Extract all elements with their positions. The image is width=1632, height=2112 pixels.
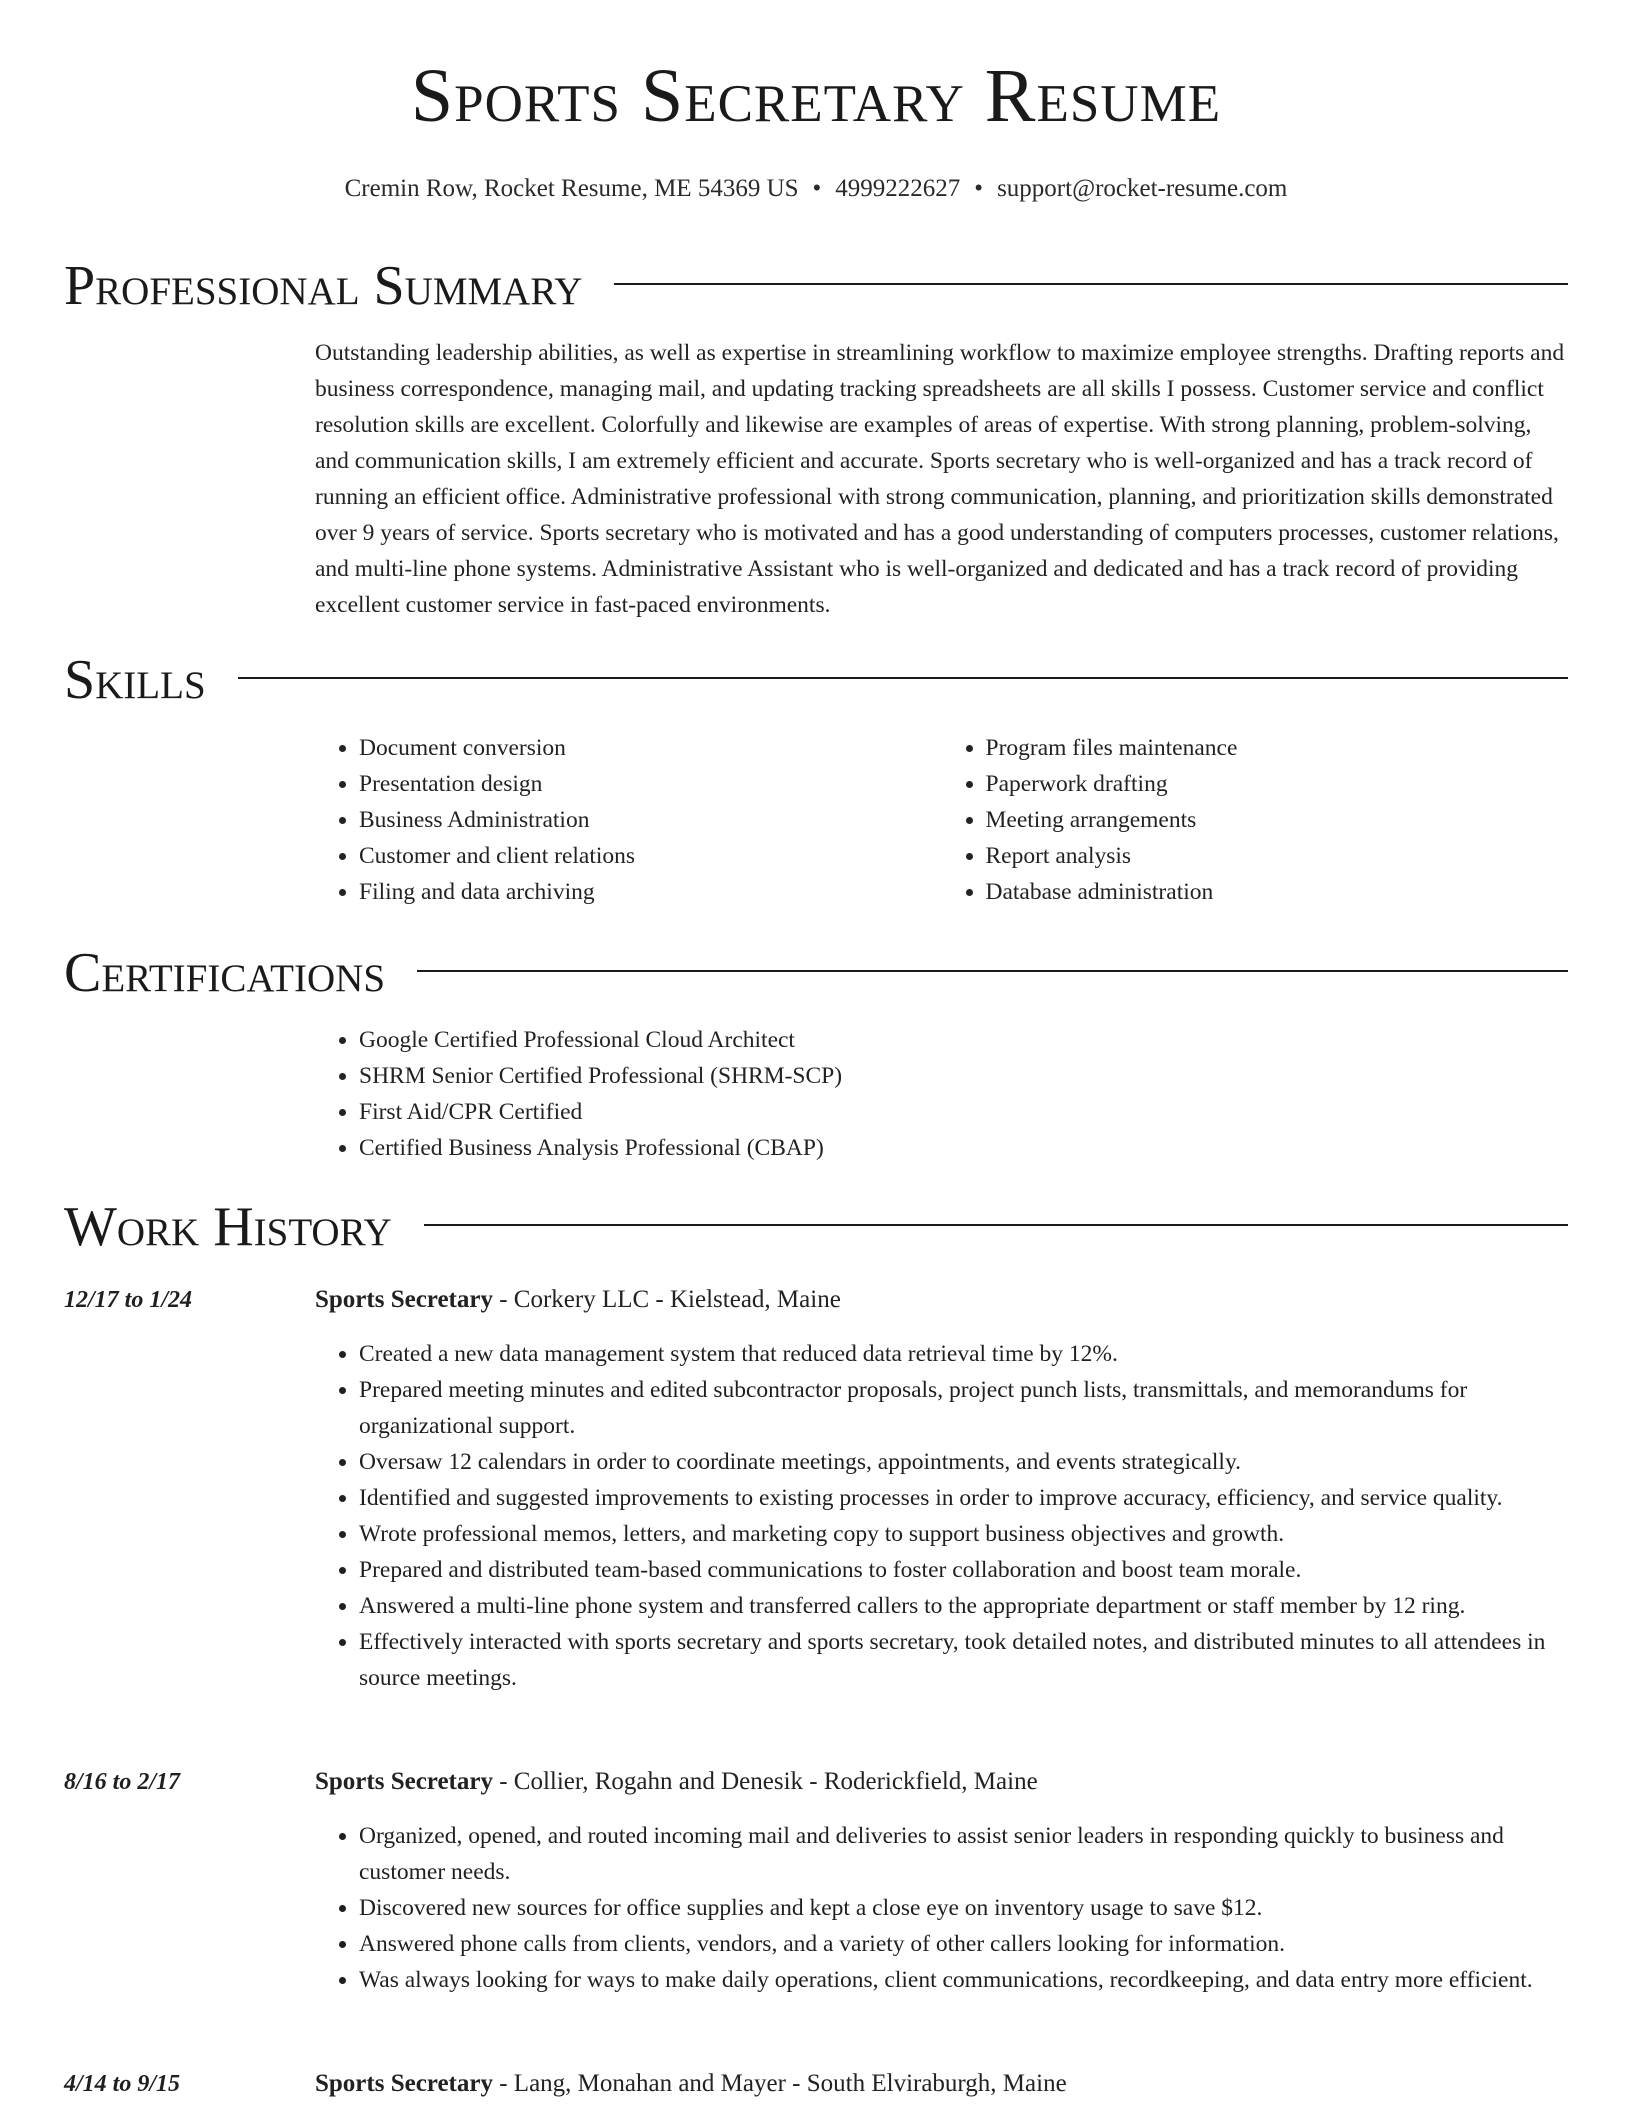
contact-address: Cremin Row, Rocket Resume, ME 54369 US [344, 175, 799, 202]
job-title: Sports Secretary [315, 1286, 493, 1313]
job-title-line [315, 2066, 1067, 2102]
job-bullet: • Wrote professional memos, letters, and marketing copy to support business objectives and growth. [359, 1516, 1568, 1552]
certifications-section-header [64, 942, 1568, 1004]
certification-item: • SHRM Senior Certified Professional (SHRM-SCP) [359, 1058, 1568, 1094]
skill-item: • Customer and client relations [359, 838, 942, 874]
job-responsibilities [315, 1818, 1568, 1998]
job-title: Sports Secretary [315, 1768, 493, 1795]
certifications-heading: Certifications [64, 942, 386, 1004]
job-bullet: • Answered a multi-line phone system and transferred callers to the appropriate department or staff member by 12 ring. [359, 1588, 1568, 1624]
skill-item: • Program files maintenance [986, 730, 1569, 766]
job-bullet: • Effectively interacted with sports secretary and sports secretary, took detailed notes, and distributed minutes to all attendees in source meetings. [359, 1624, 1568, 1696]
job-bullet: • Prepared meeting minutes and edited subcontractor proposals, project punch lists, transmittals, and memorandums for organizational support. [359, 1372, 1568, 1444]
contact-separator: • [974, 175, 984, 202]
skill-item: • Paperwork drafting [986, 766, 1569, 802]
job-bullet: • Answered phone calls from clients, vendors, and a variety of other callers looking for information. [359, 1926, 1568, 1962]
contact-phone: 4999222627 [835, 175, 961, 202]
skill-item: • Document conversion [359, 730, 942, 766]
job-dates: 8/16 to 2/17 [64, 1769, 181, 1795]
job-bullet: • Created a new data management system that reduced data retrieval time by 12%. [359, 1336, 1568, 1372]
skills-column-left [315, 730, 942, 910]
contact-email: support@rocket-resume.com [997, 175, 1288, 202]
job-bullet: • Identified and suggested improvements to existing processes in order to improve accuracy, efficiency, and service quality. [359, 1480, 1568, 1516]
certification-item: • First Aid/CPR Certified [359, 1094, 1568, 1130]
job-dates: 12/17 to 1/24 [64, 1287, 193, 1313]
summary-section-header [64, 255, 1568, 317]
work-history-heading: Work History [64, 1196, 392, 1258]
skill-item: • Presentation design [359, 766, 942, 802]
skills-column-right [942, 730, 1569, 910]
job-title-line [315, 1282, 841, 1318]
section-divider [424, 1224, 1568, 1226]
job-bullet: • Prepared and distributed team-based communications to foster collaboration and boost team morale. [359, 1552, 1568, 1588]
skill-item: • Report analysis [986, 838, 1569, 874]
certifications-list [315, 1022, 1568, 1166]
summary-text: Outstanding leadership abilities, as well as expertise in streamlining workflow to maximize employee strengths. Drafting reports and business correspondence, managing mail, and updating tracking spreadsheets are all skills I possess. Customer service and conflict resolution skills are excellent. Colorfully and likewise are examples of areas of expertise. With strong planning, problem-solving, and communication skills, I am extremely efficient and accurate. Sports secretary who is well-organized and has a track record of running an efficient office. Administrative professional with strong communication, planning, and prioritization skills demonstrated over 9 years of service. Sports secretary who is motivated and has a good understanding of computers processes, customer relations, and multi-line phone systems. Administrative Assistant who is well-organized and dedicated and has a track record of providing excellent customer service in fast-paced environments. [315, 340, 1565, 618]
section-divider [614, 283, 1568, 285]
skill-item: • Business Administration [359, 802, 942, 838]
job-title-line [315, 1764, 1038, 1800]
job-bullet: • Organized, opened, and routed incoming mail and deliveries to assist senior leaders in responding quickly to business and customer needs. [359, 1818, 1568, 1890]
section-divider [238, 677, 1568, 679]
job-bullet: • Oversaw 12 calendars in order to coordinate meetings, appointments, and events strategically. [359, 1444, 1568, 1480]
certification-item: • Certified Business Analysis Professional (CBAP) [359, 1130, 1568, 1166]
job-title: Sports Secretary [315, 2070, 493, 2097]
work-history-section-header [64, 1196, 1568, 1258]
job-employer: - Collier, Rogahn and Denesik - Roderickfield, Maine [492, 1768, 1038, 1795]
job-dates: 4/14 to 9/15 [64, 2071, 181, 2097]
certification-item: • Google Certified Professional Cloud Architect [359, 1022, 1568, 1058]
summary-block [315, 335, 1568, 623]
skill-item: • Filing and data archiving [359, 874, 942, 910]
contact-line [0, 176, 1632, 201]
section-divider [417, 970, 1568, 972]
summary-heading: Professional Summary [64, 255, 583, 317]
skill-item: • Meeting arrangements [986, 802, 1569, 838]
job-bullet: • Was always looking for ways to make daily operations, client communications, recordkeeping, and data entry more efficient. [359, 1962, 1568, 1998]
skills-list [315, 730, 1568, 910]
job-responsibilities [315, 1336, 1568, 1696]
resume-title: Sports Secretary Resume [410, 54, 1222, 138]
job-employer: - Corkery LLC - Kielstead, Maine [492, 1286, 841, 1313]
skills-section-header [64, 649, 1568, 711]
job-employer: - Lang, Monahan and Mayer - South Elviraburgh, Maine [492, 2070, 1067, 2097]
skills-heading: Skills [64, 649, 206, 711]
skill-item: • Database administration [986, 874, 1569, 910]
contact-separator: • [812, 175, 822, 202]
job-bullet: • Discovered new sources for office supplies and kept a close eye on inventory usage to save $12. [359, 1890, 1568, 1926]
